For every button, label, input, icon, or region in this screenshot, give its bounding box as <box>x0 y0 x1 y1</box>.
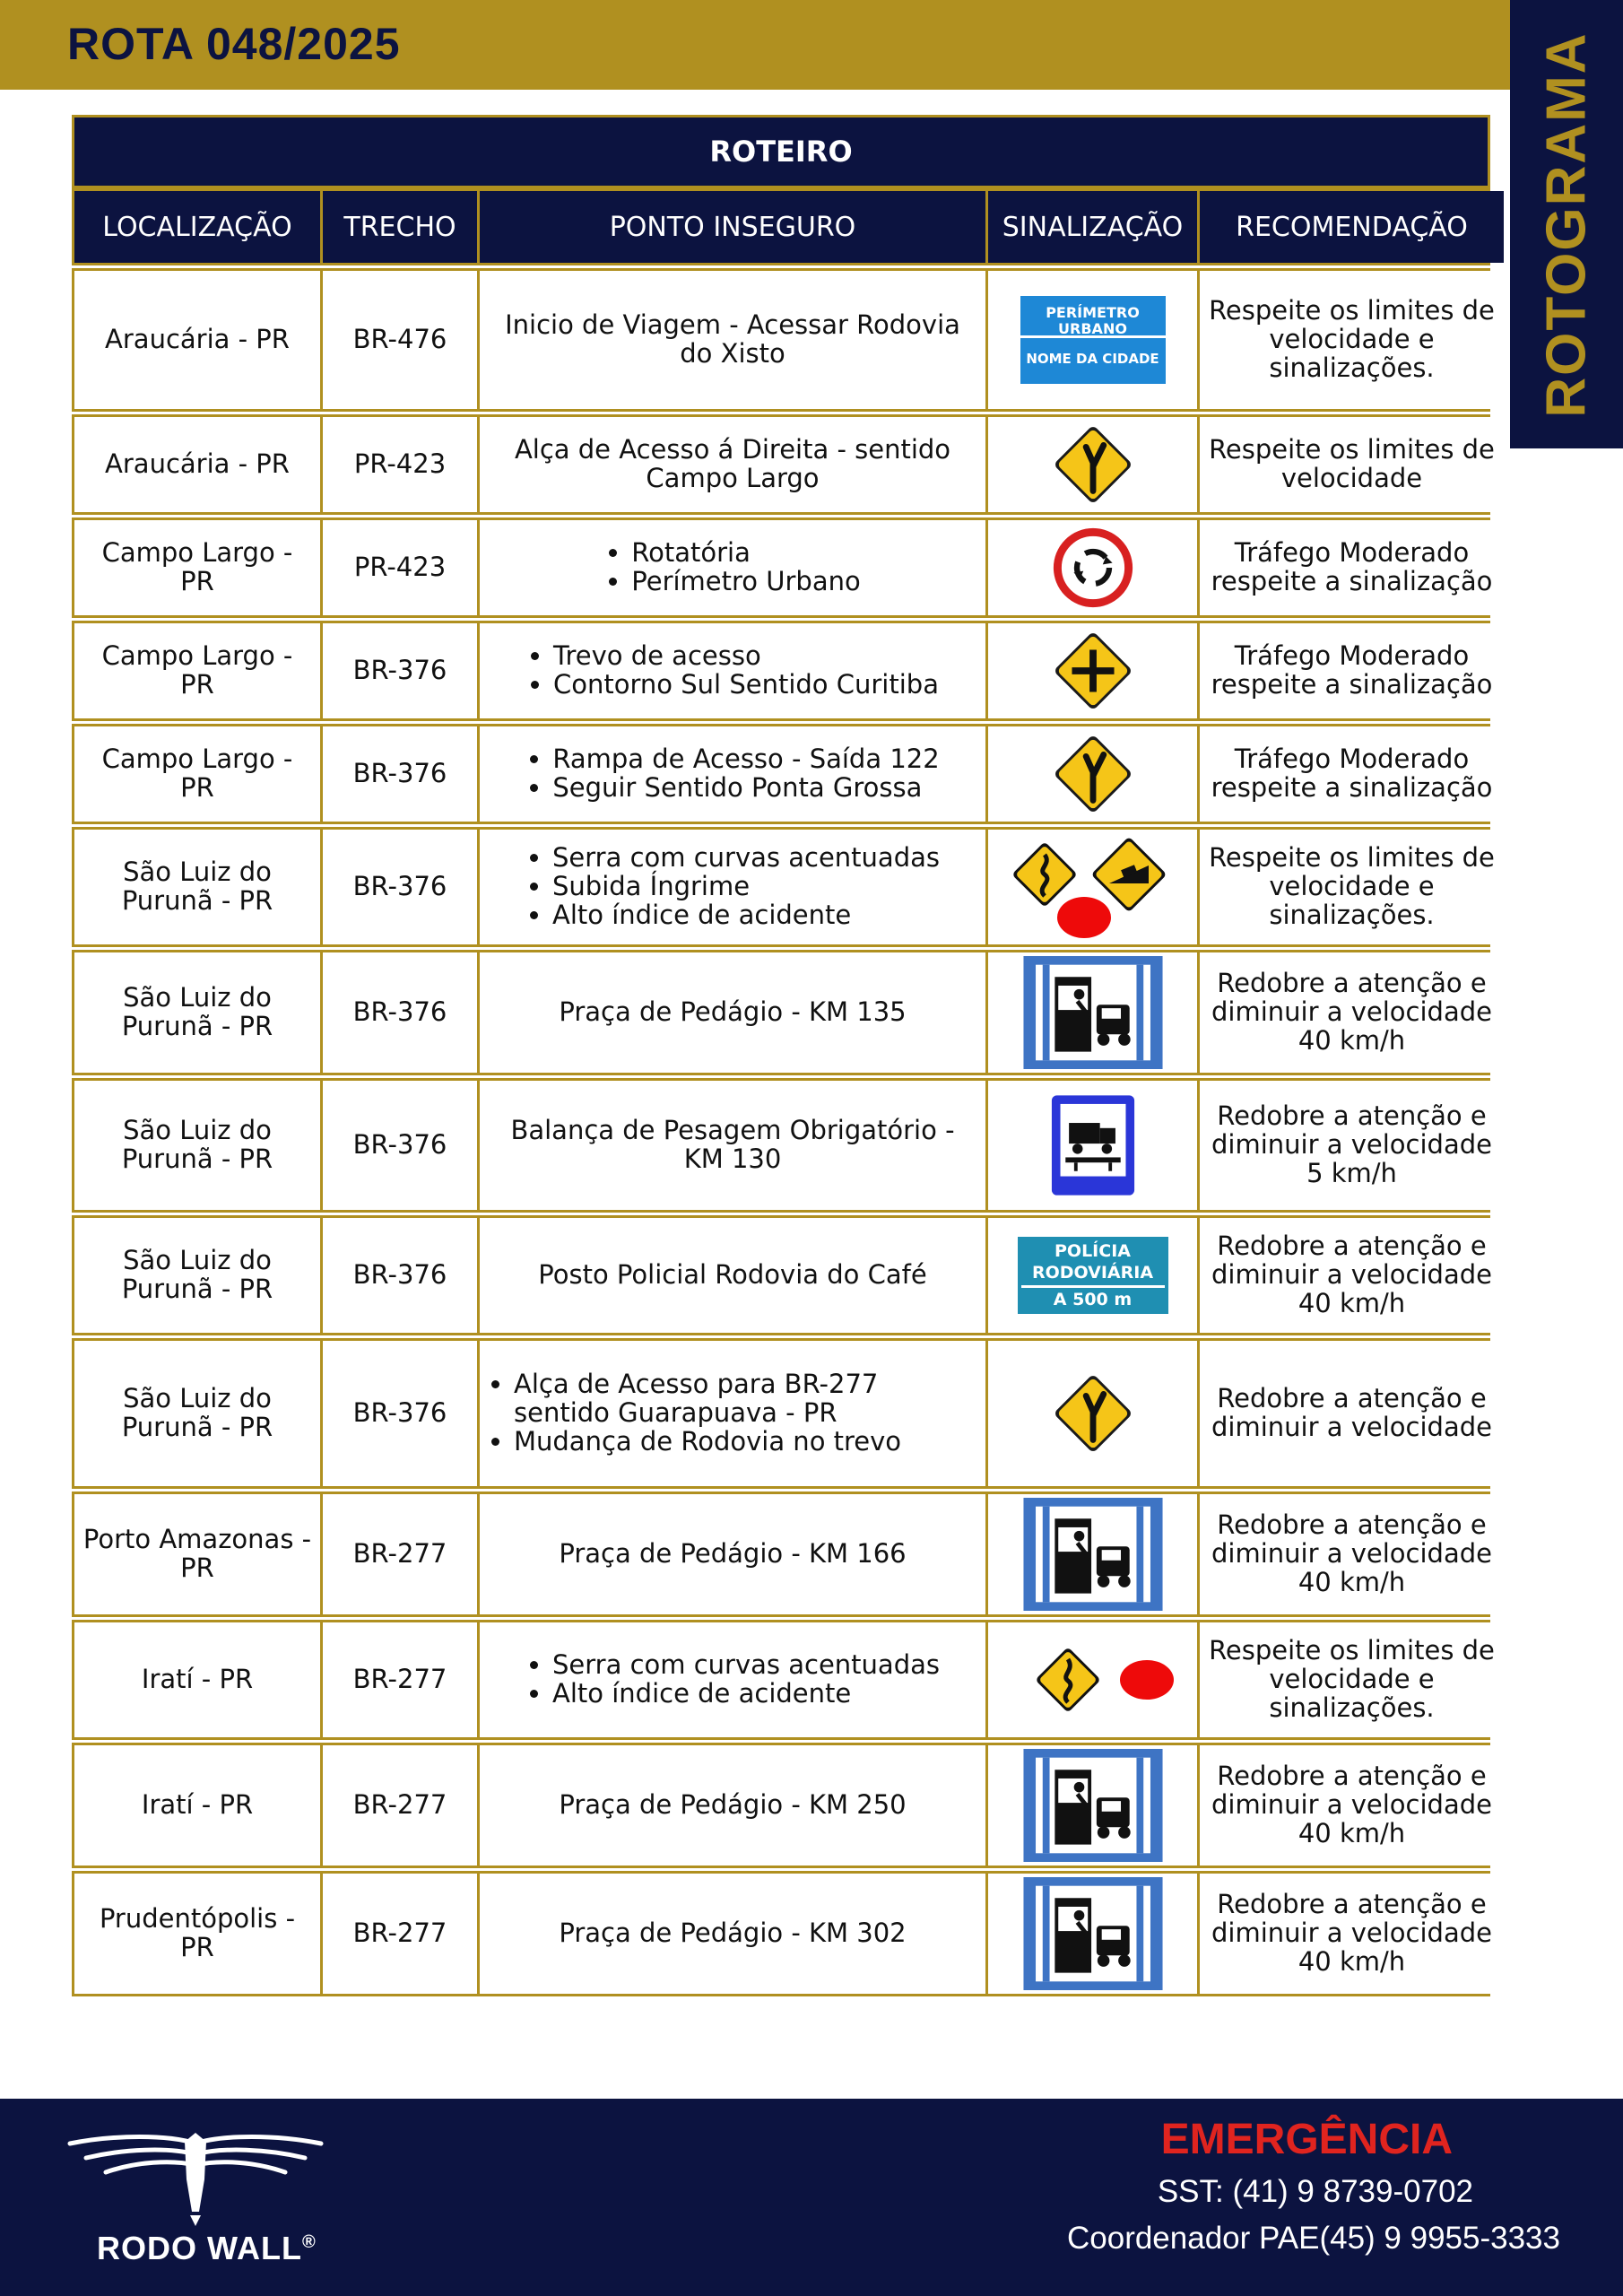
cell-localizacao: Campo Largo - PR <box>74 623 320 718</box>
cell-recomendacao: Tráfego Moderado respeite a sinalização <box>1200 726 1504 822</box>
ponto-list-item: • Seguir Sentido Ponta Grossa <box>552 774 939 803</box>
ponto-list <box>525 844 940 930</box>
cell-localizacao: Prudentópolis - PR <box>74 1874 320 1994</box>
table-row <box>72 414 1495 515</box>
table-row <box>72 268 1495 412</box>
ponto-list <box>526 642 939 700</box>
ponto-text: Balança de Pesagem Obrigatório - KM 130 <box>510 1115 955 1174</box>
cell-localizacao: Iratí - PR <box>74 1745 320 1866</box>
ponto-list-item: • Trevo de acesso <box>553 642 939 671</box>
column-header-sinalizacao: SINALIZAÇÃO <box>988 191 1197 263</box>
route-title: ROTA 048/2025 <box>67 19 401 69</box>
table-row <box>72 1338 1490 1489</box>
cell-localizacao: Campo Largo - PR <box>74 520 320 615</box>
table-header <box>72 188 1490 265</box>
cell-trecho: BR-277 <box>323 1874 477 1994</box>
side-road-right-sign-icon <box>1049 730 1137 818</box>
cell-localizacao: Araucária - PR <box>74 417 320 512</box>
cell-sinalizacao <box>988 1218 1197 1333</box>
ponto-list <box>525 745 939 803</box>
table-row <box>72 1871 1490 1996</box>
cell-trecho: BR-376 <box>323 623 477 718</box>
cell-trecho: BR-376 <box>323 1218 477 1333</box>
column-header-recomendacao: RECOMENDAÇÃO <box>1200 191 1504 263</box>
ponto-list <box>487 1370 978 1457</box>
cell-ponto-inseguro <box>480 726 985 822</box>
ponto-list-item: • Perímetro Urbano <box>631 568 860 596</box>
ponto-list-item: • Rampa de Acesso - Saída 122 <box>552 745 939 774</box>
toll-plaza-sign-icon <box>1023 956 1163 1069</box>
side-label-container <box>1510 0 1623 448</box>
cell-localizacao: São Luiz do Purunã - PR <box>74 952 320 1073</box>
cell-localizacao: Iratí - PR <box>74 1622 320 1737</box>
toll-plaza-sign-icon <box>1023 1877 1163 1990</box>
cell-trecho: BR-376 <box>323 1341 477 1486</box>
cell-sinalizacao <box>988 1494 1197 1614</box>
cell-localizacao: São Luiz do Purunã - PR <box>74 1081 320 1210</box>
ponto-text: Alça de Acesso á Direita - sentido Campo Largo <box>514 434 951 493</box>
ponto-list-item: • Serra com curvas acentuadas <box>552 1651 940 1680</box>
cell-localizacao: Porto Amazonas - PR <box>74 1494 320 1614</box>
ponto-text: Praça de Pedágio - KM 135 <box>559 996 907 1028</box>
cell-sinalizacao <box>988 1081 1197 1210</box>
ponto-list-item: • Serra com curvas acentuadas <box>552 844 940 873</box>
cell-recomendacao: Respeite os limites de velocidade e sinalizações. <box>1200 271 1504 409</box>
ponto-text: Posto Policial Rodovia do Café <box>538 1259 927 1291</box>
side-road-right-sign-icon <box>1049 421 1137 509</box>
cell-sinalizacao <box>988 1622 1197 1737</box>
curves-accident-sign-icon <box>1003 1639 1183 1720</box>
ponto-list-item: • Alça de Acesso para BR-277 sentido Guarapuava - PR <box>514 1370 978 1428</box>
emergency-label: EMERGÊNCIA <box>1160 2116 1453 2163</box>
brand-name: RODO WALL® <box>97 2230 317 2266</box>
cell-ponto-inseguro <box>480 1341 985 1486</box>
column-header-localizacao: LOCALIZAÇÃO <box>74 191 320 263</box>
cell-trecho: PR-423 <box>323 417 477 512</box>
cell-sinalizacao <box>988 1341 1197 1486</box>
cell-ponto-inseguro <box>480 1874 985 1994</box>
cell-recomendacao: Redobre a atenção e diminuir a velocidade 40 km/h <box>1200 952 1504 1073</box>
side-road-right-sign-icon <box>1049 1370 1137 1457</box>
ponto-text: Inicio de Viagem - Acessar Rodovia do Xisto <box>505 309 960 369</box>
ponto-text: Praça de Pedágio - KM 302 <box>559 1918 907 1949</box>
ponto-list-item: • Rotatória <box>631 539 860 568</box>
table-row <box>72 517 1493 618</box>
cell-sinalizacao <box>988 417 1197 512</box>
side-label: ROTOGRAMA <box>1535 30 1598 418</box>
toll-plaza-sign-icon <box>1023 1749 1163 1862</box>
cell-ponto-inseguro <box>480 623 985 718</box>
cell-recomendacao: Tráfego Moderado respeite a sinalização <box>1200 520 1504 615</box>
cell-recomendacao: Tráfego Moderado respeite a sinalização <box>1200 623 1504 718</box>
cell-localizacao: São Luiz do Purunã - PR <box>74 1218 320 1333</box>
ponto-list-item: • Alto índice de acidente <box>552 1680 940 1709</box>
cell-ponto-inseguro <box>480 520 985 615</box>
cell-sinalizacao <box>988 520 1197 615</box>
cell-recomendacao: Respeite os limites de velocidade <box>1200 417 1504 512</box>
cell-sinalizacao <box>988 271 1197 409</box>
ponto-list-item: • Subida Íngrime <box>552 873 940 901</box>
cell-trecho: BR-277 <box>323 1745 477 1866</box>
cell-trecho: BR-277 <box>323 1622 477 1737</box>
cell-sinalizacao <box>988 1745 1197 1866</box>
ponto-list <box>604 539 860 596</box>
cell-trecho: BR-376 <box>323 1081 477 1210</box>
cell-localizacao: Campo Largo - PR <box>74 726 320 822</box>
ponto-list-item: • Mudança de Rodovia no trevo <box>514 1428 978 1457</box>
ponto-list-item: • Alto índice de acidente <box>552 901 940 930</box>
ponto-list-item: • Contorno Sul Sentido Curitiba <box>553 671 939 700</box>
toll-plaza-sign-icon <box>1023 1498 1163 1611</box>
cell-sinalizacao <box>988 726 1197 822</box>
table-row <box>72 724 1493 824</box>
pae-contact: Coordenador PAE(45) 9 9955-3333 <box>1066 2221 1560 2256</box>
cell-ponto-inseguro <box>480 830 985 944</box>
cell-sinalizacao <box>988 623 1197 718</box>
table-row <box>72 621 1493 721</box>
cell-ponto-inseguro <box>480 1745 985 1866</box>
cell-recomendacao: Respeite os limites de velocidade e sinalizações. <box>1200 830 1504 944</box>
cell-ponto-inseguro <box>480 1622 985 1737</box>
ponto-text: Praça de Pedágio - KM 166 <box>559 1538 907 1570</box>
cell-recomendacao: Redobre a atenção e diminuir a velocidade 40 km/h <box>1200 1874 1504 1994</box>
cell-trecho: BR-277 <box>323 1494 477 1614</box>
cell-trecho: BR-376 <box>323 952 477 1073</box>
table-row <box>72 1492 1490 1617</box>
ponto-text: Praça de Pedágio - KM 250 <box>559 1789 907 1821</box>
crossroads-sign-icon <box>1049 627 1137 715</box>
table-row <box>72 827 1495 947</box>
roundabout-sign-icon <box>1053 527 1133 608</box>
winged-horse-logo-icon <box>61 2126 330 2233</box>
cell-trecho: BR-376 <box>323 830 477 944</box>
table-row <box>72 1620 1495 1740</box>
table-row <box>72 1743 1490 1868</box>
ponto-list <box>525 1651 940 1709</box>
table-row <box>72 1215 1490 1335</box>
cell-localizacao: São Luiz do Purunã - PR <box>74 1341 320 1486</box>
sst-contact: SST: (41) 9 8739-0702 <box>1157 2174 1473 2209</box>
cell-recomendacao: Redobre a atenção e diminuir a velocidade 40 km/h <box>1200 1218 1504 1333</box>
cell-trecho: BR-376 <box>323 726 477 822</box>
table-body <box>72 268 1495 1996</box>
cell-recomendacao: Redobre a atenção e diminuir a velocidade 40 km/h <box>1200 1745 1504 1866</box>
cell-ponto-inseguro <box>480 1218 985 1333</box>
police-post-sign-icon: POLÍCIA RODOVIÁRIA A 500 m <box>1018 1237 1168 1314</box>
perimetro-urbano-sign-icon: PERÍMETRO URBANO NOME DA CIDADE <box>1020 296 1166 384</box>
cell-trecho: PR-423 <box>323 520 477 615</box>
cell-ponto-inseguro <box>480 417 985 512</box>
weigh-station-sign-icon <box>1050 1093 1136 1197</box>
table-row <box>72 950 1490 1075</box>
cell-sinalizacao <box>988 830 1197 944</box>
cell-localizacao: São Luiz do Purunã - PR <box>74 830 320 944</box>
cell-ponto-inseguro <box>480 1081 985 1210</box>
column-header-trecho: TRECHO <box>323 191 477 263</box>
route-table <box>72 115 1495 1996</box>
cell-sinalizacao <box>988 952 1197 1073</box>
table-row <box>72 1078 1490 1213</box>
cell-ponto-inseguro <box>480 271 985 409</box>
curves-steep-hill-sign-icon <box>1003 833 1183 941</box>
cell-ponto-inseguro <box>480 1494 985 1614</box>
cell-recomendacao: Redobre a atenção e diminuir a velocidade 40 km/h <box>1200 1494 1504 1614</box>
cell-localizacao: Araucária - PR <box>74 271 320 409</box>
cell-ponto-inseguro <box>480 952 985 1073</box>
cell-recomendacao: Redobre a atenção e diminuir a velocidade <box>1200 1341 1504 1486</box>
table-title: ROTEIRO <box>72 115 1490 188</box>
cell-trecho: BR-476 <box>323 271 477 409</box>
cell-recomendacao: Redobre a atenção e diminuir a velocidade 5 km/h <box>1200 1081 1504 1210</box>
cell-recomendacao: Respeite os limites de velocidade e sinalizações. <box>1200 1622 1504 1737</box>
cell-sinalizacao <box>988 1874 1197 1994</box>
column-header-ponto: PONTO INSEGURO <box>480 191 985 263</box>
